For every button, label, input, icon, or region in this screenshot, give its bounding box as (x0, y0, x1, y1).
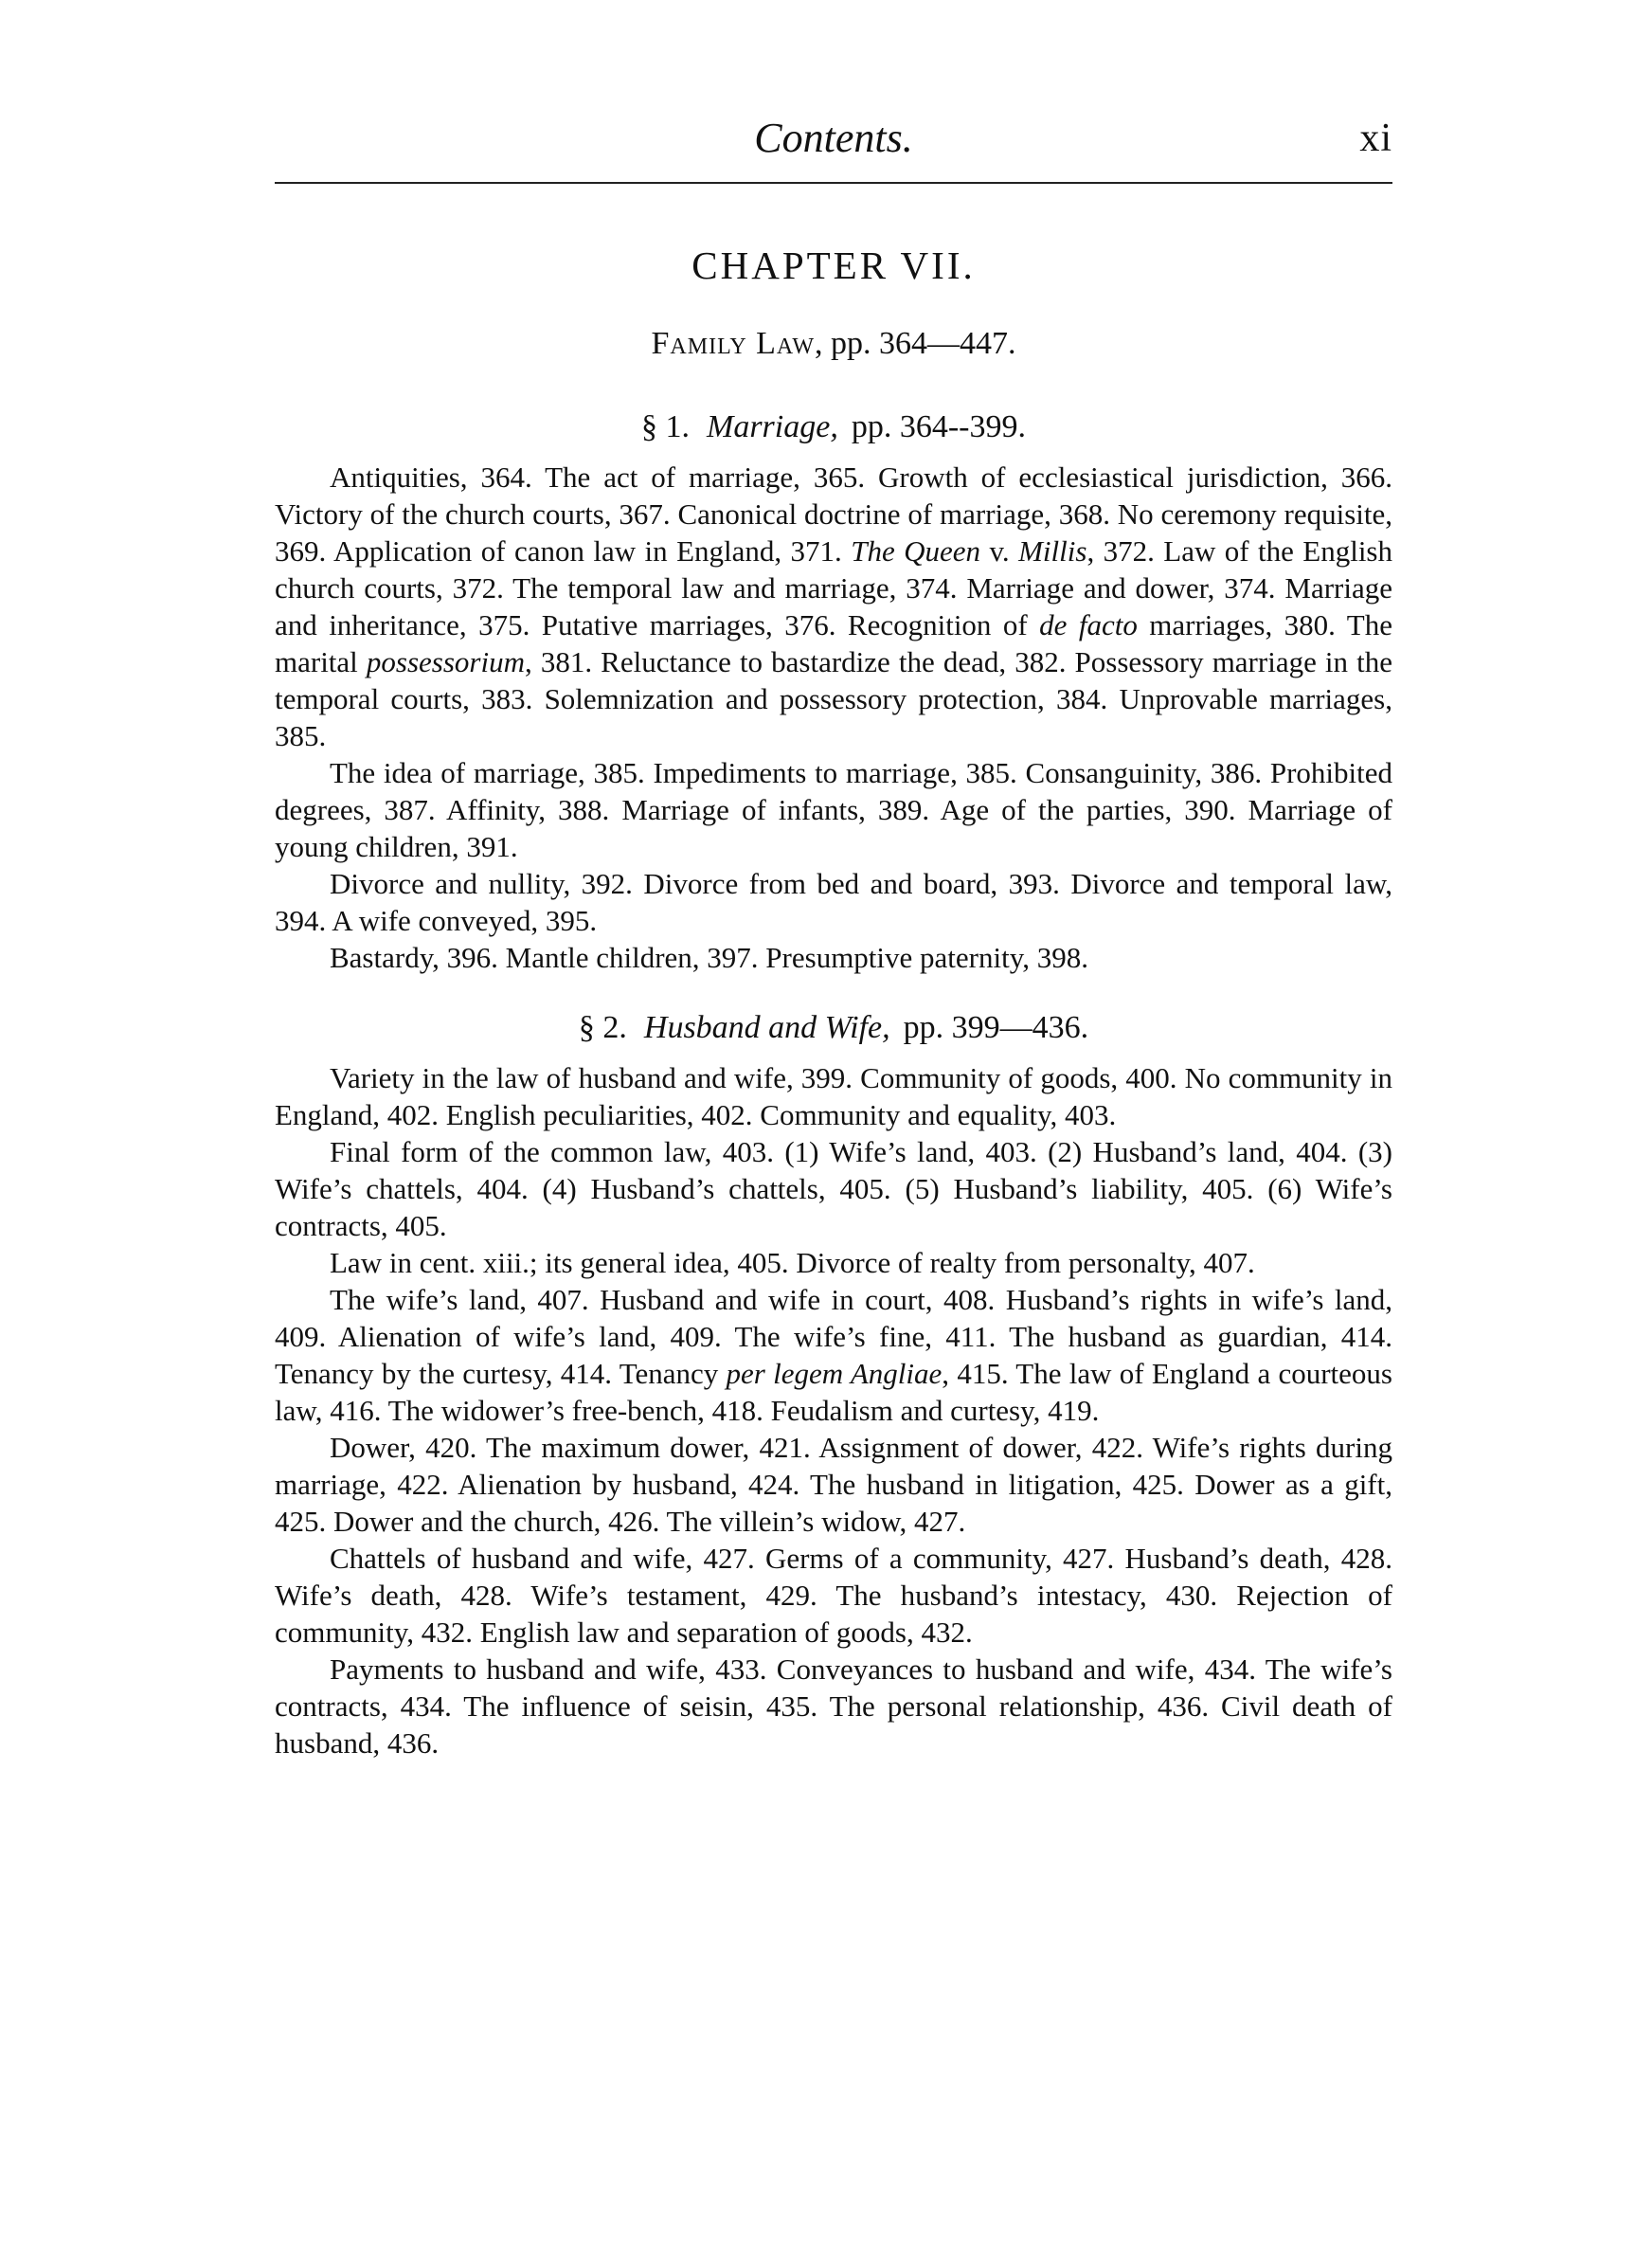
section-pages: pp. 399—436. (903, 1010, 1089, 1045)
contents-paragraph: Payments to husband and wife, 433. Conveyances to husband and wife, 434. The wife’s contracts, 434. The influence of seisin, 435. The personal relationship, 436. Civil death of husband, 436. (275, 1652, 1392, 1760)
contents-paragraph: Variety in the law of husband and wife, 399. Community of goods, 400. No community in England, 402. English peculiarities, 402. Community and equality, 403. (275, 1061, 1392, 1131)
contents-paragraph: Law in cent. xiii.; its general idea, 405. Divorce of realty from personalty, 407. (330, 1246, 1255, 1279)
section-pages: pp. 364--399. (851, 409, 1026, 444)
part-name: Family Law (651, 326, 815, 361)
contents-paragraph: The wife’s land, 407. Husband and wife in court, 408. Husband’s rights in wife’s land, 409. Alienation of wife’s land, 409. The wife’s fine, 411. The husband as guardian, 414. Tenancy by the curtesy, 414. Tenancy per legem Angliae, 415. The law of England a courteous law, 416. The widower’s free-bench, 418. Feudalism and curtesy, 419. (275, 1283, 1392, 1427)
section-number: § 1. (641, 409, 690, 444)
contents-paragraph: Antiquities, 364. The act of marriage, 365. Growth of ecclesiastical jurisdiction, 366. Victory of the church courts, 367. Canonical doctrine of marriage, 368. No ceremony requisite, 369. Application of canon law in England, 371. The Queen v. Millis, 372. Law of the English church courts, 372. The temporal law and marriage, 374. Marriage and dower, 374. Marriage and inheritance, 375. Putative marriages, 376. Recognition of de facto marriages, 380. The marital possessorium, 381. Reluctance to bastardize the dead, 382. Possessory marriage in the temporal courts, 383. Solemnization and possessory protection, 384. Unprovable marriages, 385. (275, 460, 1392, 752)
contents-paragraph: Divorce and nullity, 392. Divorce from bed and board, 393. Divorce and temporal law, 394. A wife conveyed, 395. (275, 867, 1392, 937)
running-head-title: Contents. (754, 115, 913, 161)
contents-paragraph: The idea of marriage, 385. Impediments to marriage, 385. Consanguinity, 386. Prohibited degrees, 387. Affinity, 388. Marriage of infants, 389. Age of the parties, 390. Marriage of young children, 391. (275, 756, 1392, 863)
chapter-title: CHAPTER VII. (691, 244, 976, 287)
contents-paragraph: Final form of the common law, 403. (1) Wife’s land, 403. (2) Husband’s land, 404. (3) Wife’s chattels, 404. (4) Husband’s chattels, 405. (5) Husband’s liability, 405. (6) Wife’s contracts, 405. (275, 1135, 1392, 1242)
contents-paragraph: Bastardy, 396. Mantle children, 397. Presumptive paternity, 398. (330, 941, 1088, 974)
section-title: Marriage, (707, 409, 838, 444)
section-number: § 2. (578, 1010, 627, 1045)
section-heading (275, 1010, 1392, 1046)
section-husband-and-wife (275, 1010, 1392, 1761)
contents-body (275, 243, 1392, 1761)
part-pages: , pp. 364—447. (815, 326, 1016, 361)
section-marriage (275, 409, 1392, 976)
running-head (275, 104, 1392, 171)
header-rule (275, 182, 1392, 184)
page-number: xi (1359, 117, 1392, 160)
contents-paragraph: Chattels of husband and wife, 427. Germs of a community, 427. Husband’s death, 428. Wife’s death, 428. Wife’s testament, 429. The husband’s intestacy, 430. Rejection of community, 432. English law and separation of goods, 432. (275, 1542, 1392, 1649)
section-heading (275, 409, 1392, 445)
contents-paragraph: Dower, 420. The maximum dower, 421. Assignment of dower, 422. Wife’s rights during marriage, 422. Alienation by husband, 424. The husband in litigation, 425. Dower as a gift, 425. Dower and the church, 426. The villein’s widow, 427. (275, 1431, 1392, 1538)
part-heading (275, 326, 1392, 362)
section-title: Husband and Wife, (643, 1010, 890, 1045)
